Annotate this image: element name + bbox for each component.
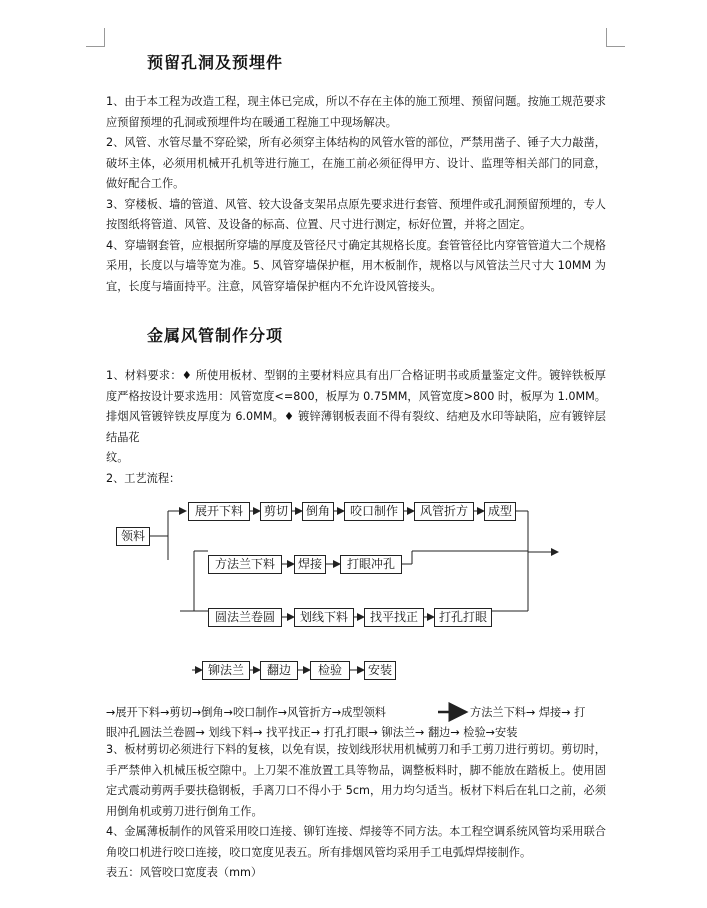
flow-step-box: 倒角: [302, 502, 334, 521]
flow-step-box: 圆法兰卷圆: [208, 608, 282, 627]
flow-text-line: →展开下料→剪切→倒角→咬口制作→风管折方→成型领料: [106, 706, 386, 719]
flow-step-box: 安装: [364, 661, 396, 680]
paragraph: 2、风管、水管尽量不穿砼梁，所有必须穿主体结构的风管水管的部位，严禁用凿子、锤子大力敲凿，破坏主体，必须用机械开孔机等进行施工，在施工前必须征得甲方、设计、监理等相关部门的同意，做好配合工作。: [106, 136, 606, 190]
flow-step-box: 展开下料: [188, 502, 250, 521]
flow-step-box: 咬口制作: [344, 502, 404, 521]
flow-step-box: 风管折方: [414, 502, 474, 521]
flow-text-line: 眼冲孔圆法兰卷圆→ 划线下料→ 找平找正→ 打孔打眼→ 铆法兰→ 翻边→ 检验→安装: [106, 726, 518, 739]
paragraph: 3、板材剪切必须进行下料的复核，以免有误，按划线形状用机械剪刀和手工剪刀进行剪切。剪切时，手严禁伸入机械压板空隙中。上刀架不准放置工具等物品，调整板料时，脚不能放在踏板上。使用固定式震动剪两手要扶稳钢板，手离刀口不得小于 5cm，用力均匀适当。板材下料后在轧口之前，必须用倒角机或剪刀进行倒角工作。: [106, 743, 606, 818]
flow-step-box: 翻边: [260, 661, 298, 680]
section3-body: [106, 740, 606, 884]
flow-text-line-continued: 方法兰下料→ 焊接→ 打: [470, 706, 586, 719]
paragraph: 4、金属薄板制作的风管采用咬口连接、铆钉连接、焊接等不同方法。本工程空调系统风管均采用联合角咬口机进行咬口连接，咬口宽度见表五。所有排烟风管均采用手工电弧焊焊接制作。: [106, 825, 606, 859]
flow-step-box: 剪切: [260, 502, 292, 521]
flow-step-box: 找平找正: [364, 608, 424, 627]
flow-step-box: 打孔打眼: [434, 608, 492, 627]
flow-step-box: 铆法兰: [202, 661, 250, 680]
section-title-metal-duct: 金属风管制作分项: [147, 326, 284, 345]
paragraph: 纹。: [106, 451, 129, 464]
flow-step-box: 方法兰下料: [208, 555, 282, 574]
paragraph: 4、穿墙钢套管，应根据所穿墙的厚度及管径尺寸确定其规格长度。套管管径比内穿管管道大二个规格采用，长度以与墙等宽为准。5、风管穿墙保护框，用木板制作，规格以与风管法兰尺寸大 10MM 为宜，长度与墙面持平。注意，风管穿墙保护框内不允许设风管接头。: [106, 238, 606, 293]
paragraph: 1、材料要求：♦ 所使用板材、型钢的主要材料应具有出厂合格证明书或质量鉴定文件。镀锌铁板厚度严格按设计要求选用：风管宽度<=800，板厚为 0.75MM，风管宽度>800 时，板厚为 1.0MM。排烟风管镀锌铁皮厚度为 6.0MM。♦ 镀锌薄钢板表面不得有裂纹、结疤及水印等缺陷，应有镀锌层结晶花: [106, 369, 606, 444]
paragraph: 3、穿楼板、墙的管道、风管、较大设备支架吊点原先要求进行套管、预埋件或孔洞预留预埋的，专人按图纸将管道、风管、及设备的标高、位置、尺寸进行测定，标好位置，并将之固定。: [106, 197, 606, 231]
paragraph: 1、由于本工程为改造工程，现主体已完成，所以不存在主体的施工预埋、预留问题。按施工规范要求应预留预埋的孔洞或预埋件均在暖通工程施工中现场解决。: [106, 95, 606, 129]
flow-step-box: 检验: [310, 661, 350, 680]
flow-step-box: 焊接: [294, 555, 326, 574]
flow-step-box: 成型: [484, 502, 516, 521]
flow-step-box: 打眼冲孔: [340, 555, 402, 574]
flow-start-box: 领料: [116, 527, 150, 546]
section-title-reserved-holes: 预留孔洞及预埋件: [147, 53, 284, 72]
paragraph: 2、工艺流程：: [106, 471, 181, 485]
flow-step-box: 划线下料: [294, 608, 354, 627]
table-caption: 表五：风管咬口宽度表（mm）: [106, 866, 263, 879]
